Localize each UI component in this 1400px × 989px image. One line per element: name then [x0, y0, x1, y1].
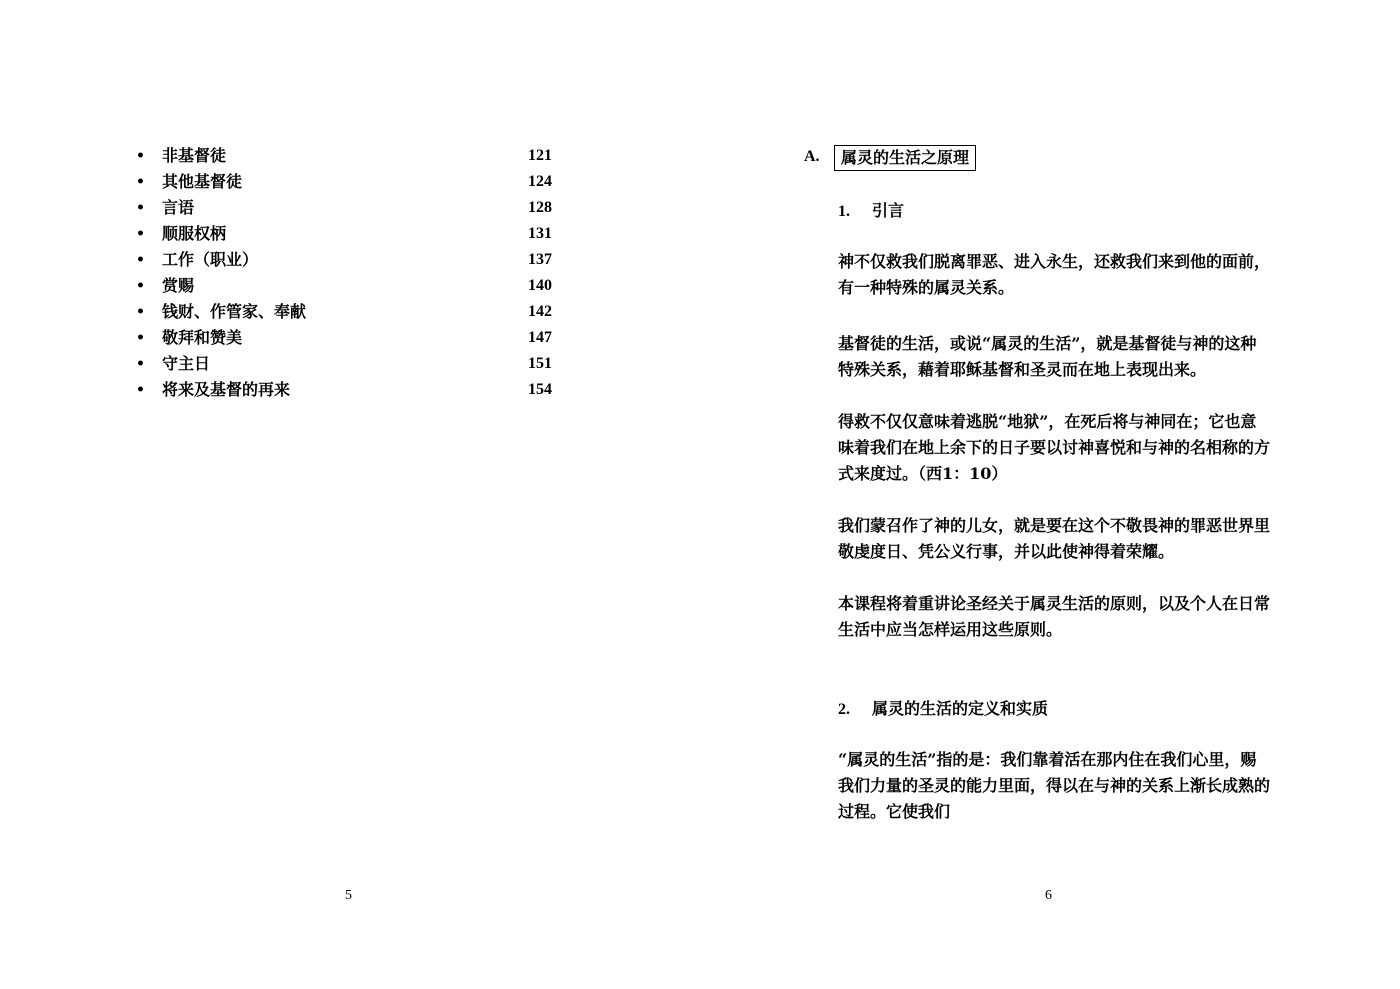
paragraph — [838, 747, 1300, 825]
toc-item-title: 将来及基督的再来 — [162, 380, 291, 399]
toc-item-title: 守主日 — [162, 354, 211, 373]
toc-item-page: 154 — [528, 381, 552, 398]
paragraph — [838, 513, 1300, 565]
section-letter: A. — [804, 148, 820, 165]
subsection-title: 属灵的生活的定义和实质 — [872, 699, 1049, 718]
toc-item-page: 151 — [528, 355, 552, 372]
paragraph-line: 本课程将着重讲论圣经关于属灵生活的原则，以及个人在日常 — [838, 594, 1271, 613]
bullet-icon: • — [136, 200, 145, 216]
right-page — [700, 0, 1400, 989]
toc-item-title: 钱财、作管家、奉献 — [162, 302, 307, 321]
toc-item-title: 其他基督徒 — [162, 172, 243, 191]
bullet-icon: • — [136, 148, 145, 164]
paragraph-line: 有一种特殊的属灵关系。 — [838, 278, 1015, 297]
paragraph-line: 神不仅救我们脱离罪恶、进入永生，还救我们来到他的面前， — [838, 252, 1271, 271]
toc-item-page: 147 — [528, 329, 552, 346]
subsection-number: 2. — [838, 701, 850, 718]
toc-item — [136, 353, 556, 379]
toc-item-page: 124 — [528, 173, 552, 190]
bullet-icon: • — [136, 304, 145, 320]
subsection-title: 引言 — [872, 201, 905, 220]
toc-item — [136, 171, 556, 197]
page-number: 5 — [345, 888, 352, 903]
paragraph-line: 我们力量的圣灵的能力里面，得以在与神的关系上渐长成熟的 — [838, 776, 1271, 795]
bullet-icon: • — [136, 356, 145, 372]
toc-item — [136, 327, 556, 353]
toc-item-page: 131 — [528, 225, 552, 242]
toc-item-page: 137 — [528, 251, 552, 268]
toc-item-page: 128 — [528, 199, 552, 216]
toc-item-title: 工作（职业） — [162, 250, 259, 269]
toc-item — [136, 249, 556, 275]
page-number: 6 — [1045, 888, 1052, 903]
toc-item — [136, 145, 556, 171]
paragraph-line: 我们蒙召作了神的儿女，就是要在这个不敬畏神的罪恶世界里 — [838, 516, 1271, 535]
toc-item — [136, 379, 556, 405]
toc-item — [136, 223, 556, 249]
paragraph — [838, 331, 1300, 383]
toc-item — [136, 275, 556, 301]
bullet-icon: • — [136, 330, 145, 346]
toc-item-title: 赏赐 — [162, 276, 195, 295]
paragraph-line: 味着我们在地上余下的日子要以讨神喜悦和与神的名相称的方 — [838, 438, 1271, 457]
subsection-heading — [838, 198, 904, 221]
paragraph-line: 敬虔度日、凭公义行事，并以此使神得着荣耀。 — [838, 542, 1175, 561]
bullet-icon: • — [136, 278, 145, 294]
toc-item-title: 敬拜和赞美 — [162, 328, 243, 347]
table-of-contents — [136, 145, 556, 405]
paragraph-line: 基督徒的生活，或说“属灵的生活”，就是基督徒与神的这种 — [838, 334, 1257, 353]
toc-item-title: 顺服权柄 — [162, 224, 227, 243]
paragraph-line: 得救不仅仅意味着逃脱“地狱”，在死后将与神同在；它也意 — [838, 412, 1257, 431]
toc-item-page: 140 — [528, 277, 552, 294]
paragraph — [838, 249, 1300, 301]
paragraph-line: 过程。它使我们 — [838, 802, 951, 821]
toc-item-page: 121 — [528, 147, 552, 164]
toc-item-title: 言语 — [162, 198, 195, 217]
paragraph — [838, 409, 1300, 487]
subsection-number: 1. — [838, 203, 850, 220]
toc-item — [136, 301, 556, 327]
bullet-icon: • — [136, 252, 145, 268]
paragraph-line: “属灵的生活”指的是：我们靠着活在那内住在我们心里，赐 — [838, 750, 1257, 769]
paragraph-line: 式来度过。（西1：10） — [838, 464, 1008, 483]
toc-item — [136, 197, 556, 223]
subsection-heading — [838, 696, 1048, 719]
section-title: 属灵的生活之原理 — [834, 145, 976, 171]
toc-item-title: 非基督徒 — [162, 146, 227, 165]
bullet-icon: • — [136, 382, 145, 398]
bullet-icon: • — [136, 226, 145, 242]
paragraph-line: 特殊关系，藉着耶稣基督和圣灵而在地上表现出来。 — [838, 360, 1207, 379]
paragraph-line: 生活中应当怎样运用这些原则。 — [838, 620, 1063, 639]
bullet-icon: • — [136, 174, 145, 190]
toc-item-page: 142 — [528, 303, 552, 320]
paragraph — [838, 591, 1300, 643]
